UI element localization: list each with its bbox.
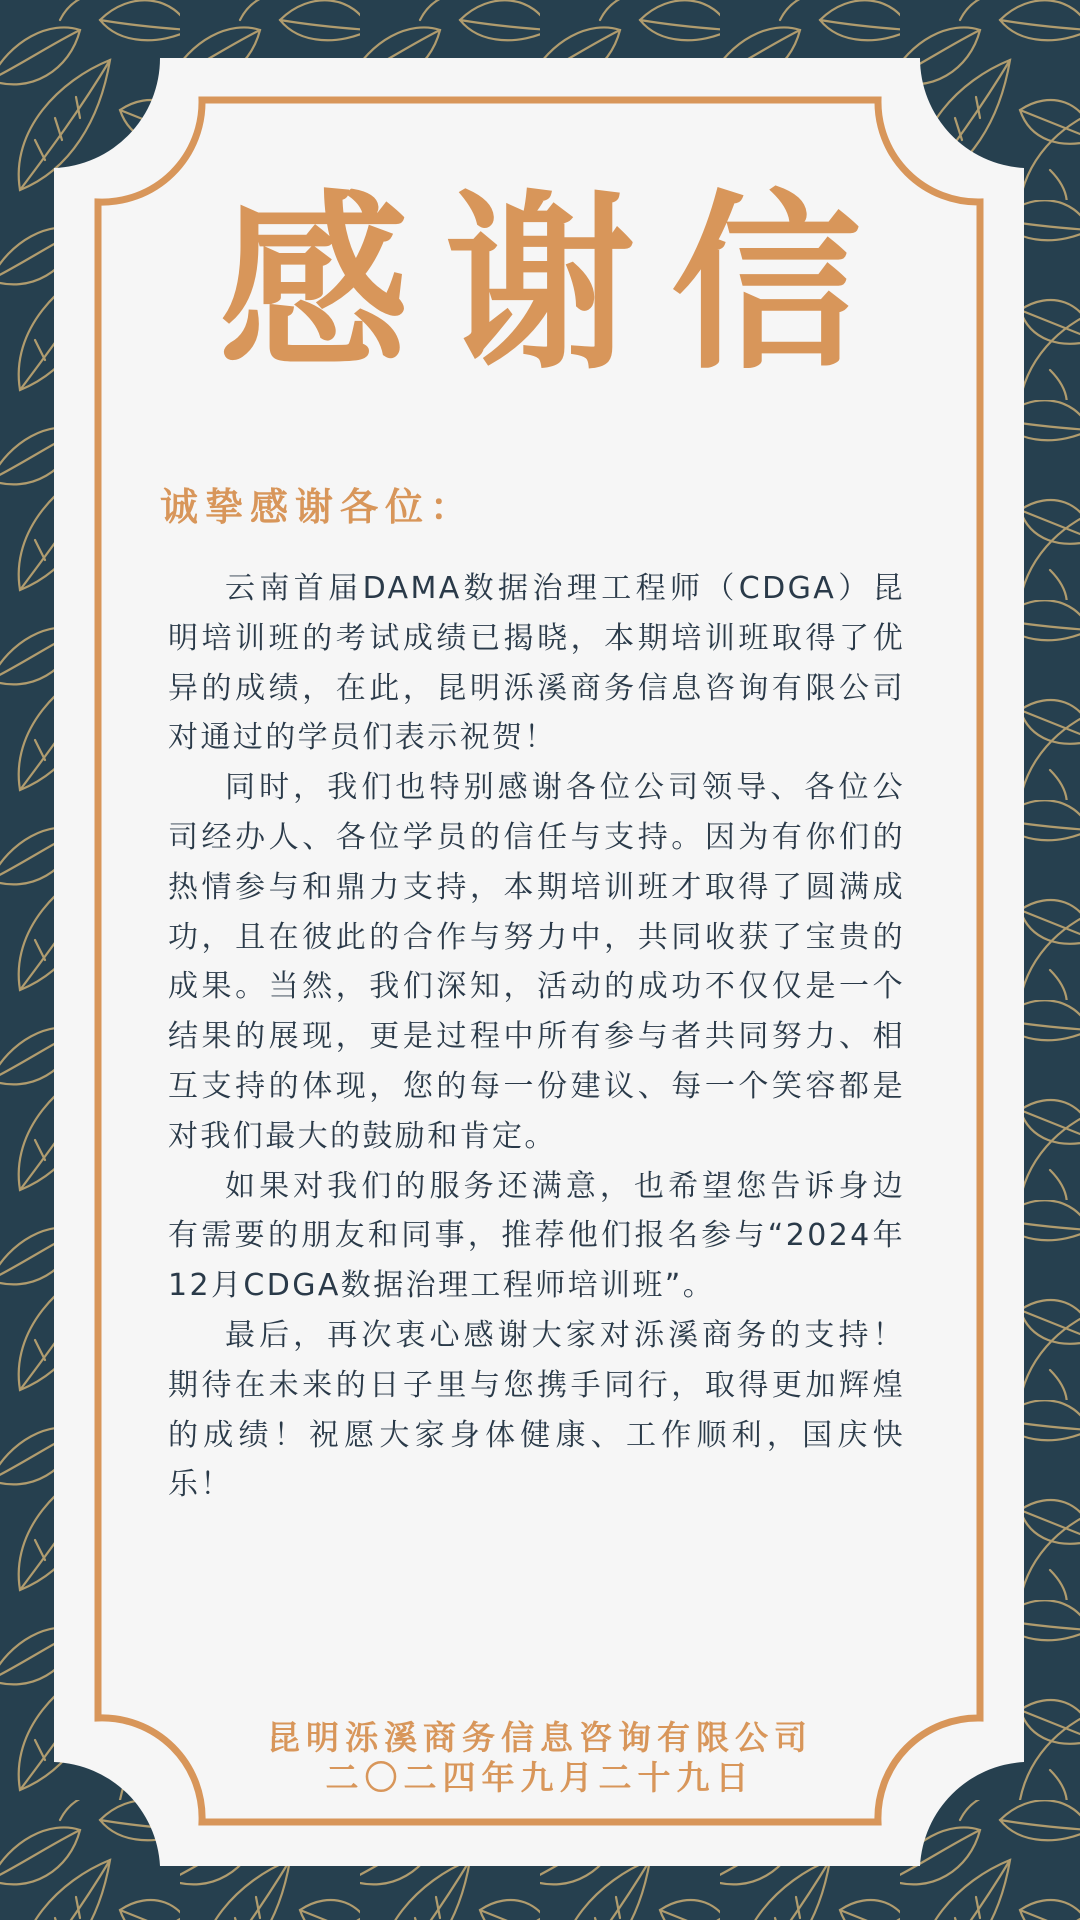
paragraph-referral: 如果对我们的服务还满意，也希望您告诉身边有需要的朋友和同事，推荐他们报名参与“2024年12月CDGA数据治理工程师培训班”。 <box>168 1168 905 1304</box>
paragraph-thanks: 同时，我们也特别感谢各位公司领导、各位公司经办人、各位学员的信任与支持。因为有你们的热情参与和鼎力支持，本期培训班才取得了圆满成功，且在彼此的合作与努力中，共同收获了宝贵的成果。当然，我们深知，活动的成功不仅仅是一个结果的展现，更是过程中所有参与者共同努力、相互支持的体现，您的每一份建议、每一个笑容都是对我们最大的鼓励和肯定。 <box>168 770 905 1154</box>
signature-date: 二〇二四年九月二十九日 <box>325 1758 755 1797</box>
signature-block <box>0 1718 1080 1798</box>
paragraph-announcement: 云南首届DAMA数据治理工程师（CDGA）昆明培训班的考试成绩已揭晓，本期培训班取得了优异的成绩，在此，昆明泺溪商务信息咨询有限公司对通过的学员们表示祝贺！ <box>168 571 905 756</box>
paragraph-closing: 最后，再次衷心感谢大家对泺溪商务的支持！期待在未来的日子里与您携手同行，取得更加辉煌的成绩！祝愿大家身体健康、工作顺利，国庆快乐！ <box>168 1317 905 1503</box>
signature-company: 昆明泺溪商务信息咨询有限公司 <box>267 1718 813 1757</box>
letter-title: 感谢信 <box>218 174 897 395</box>
letter-body <box>168 564 905 1510</box>
salutation: 诚挚感谢各位： <box>160 485 476 529</box>
